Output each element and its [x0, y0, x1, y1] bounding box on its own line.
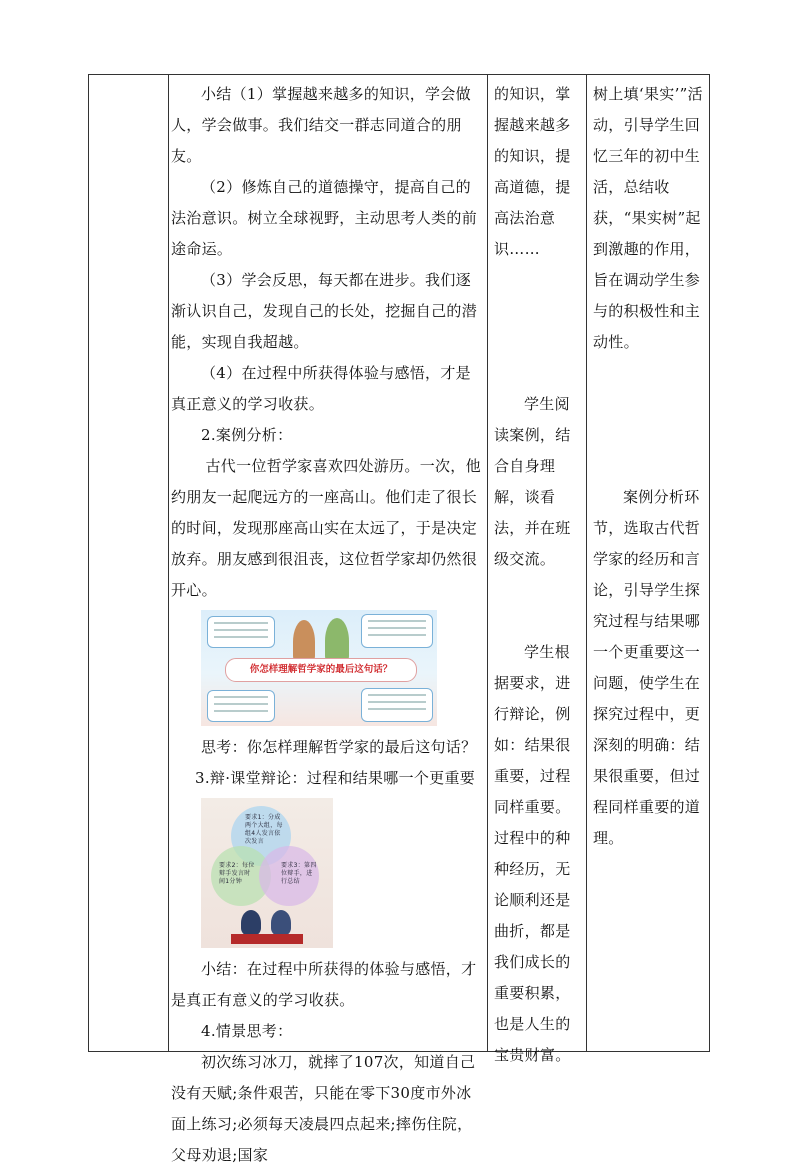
summary-2-paragraph: （2）修炼自己的道德操守，提高自己的法治意识。树立全球视野，主动思考人类的前途命运。	[171, 178, 478, 258]
case-text: 古代一位哲学家喜欢四处游历。一次，他约朋友一起爬远方的一座高山。他们走了很长的时间，发现那座高山实在太远了，于是决定放弃。朋友感到很沮丧，这位哲学家却仍然很开心。	[171, 457, 481, 599]
student-figure-icon	[241, 910, 261, 936]
podium-icon	[231, 934, 303, 944]
think-question: 思考：你怎样理解哲学家的最后这句话？	[201, 738, 477, 756]
requirement-3-label: 要求3：第四位辩手，进行总结	[281, 862, 317, 885]
activity-text-2: 学生阅读案例，结合自身理解，谈看法，并在班级交流。	[494, 395, 571, 568]
scene-text: 初次练习冰刀，就摔了107次，知道自己没有天赋;条件艰苦，只能在零下30度市外冰面上练习;必须每天凌晨四点起来;摔伤住院，父母劝退;国家	[171, 1053, 476, 1164]
column-divider-3	[586, 75, 587, 1051]
debate-heading: 3.辩·课堂辩论：过程和结果哪一个更重要	[195, 769, 476, 787]
summary-4-paragraph: （4）在过程中所获得体验与感悟，才是真正意义的学习收获。	[171, 364, 471, 413]
column-divider-2	[487, 75, 488, 1051]
speech-bubble	[361, 614, 433, 648]
activity-text-1: 的知识，掌握越来越多的知识，提高道德，提高法治意识……	[494, 85, 571, 258]
requirement-1-label: 要求1：分成两个大组，每组4人发言依次发言	[245, 814, 283, 845]
case-analysis-heading: 2.案例分析：	[201, 426, 293, 444]
lesson-table	[88, 74, 710, 1164]
summary-1-paragraph: 小结（1）掌握越来越多的知识，学会做人，学会做事。我们结交一群志同道合的朋友。	[171, 85, 471, 165]
philosopher-cartoon-image	[201, 610, 437, 726]
activity-text-3: 学生根据要求，进行辩论，例如：结果很重要，过程同样重要。过程中的种种经历，无论顺利还是曲折，都是我们成长的重要积累，也是人生的宝贵财富。	[494, 643, 571, 1064]
speech-bubble	[207, 616, 275, 648]
design-intent-column	[593, 75, 703, 854]
scene-heading: 4.情景思考：	[201, 1022, 293, 1040]
speech-bubble	[361, 688, 433, 722]
teaching-content-column	[171, 75, 483, 1171]
student-figure-icon	[271, 910, 291, 936]
student-activity-column	[494, 75, 582, 1071]
speech-bubble	[207, 690, 275, 722]
intent-text-2: 案例分析环节，选取古代哲学家的经历和言论，引导学生探究过程与结果哪一个更重要这一问题，使学生在探究过程中，更深刻的明确：结果很重要，但过程同样重要的道理。	[593, 488, 701, 847]
summary-3-paragraph: （3）学会反思，每天都在进步。我们逐渐认识自己，发现自己的长处，挖掘自己的潜能，实现自我超越。	[171, 271, 478, 351]
summary-2: 小结：在过程中所获得的体验与感悟，才是真正有意义的学习收获。	[171, 960, 477, 1009]
requirement-2-label: 要求2：每位辩手发言时间1分钟	[219, 862, 255, 885]
figure-banner: 你怎样理解哲学家的最后这句话？	[225, 658, 417, 682]
intent-text-1: 树上填‘果实’”活动，引导学生回忆三年的初中生活，总结收获，“果实树”起到激趣的作用，旨在调动学生参与的积极性和主动性。	[593, 85, 703, 351]
column-divider-1	[168, 75, 169, 1051]
debate-requirements-image	[201, 798, 333, 948]
